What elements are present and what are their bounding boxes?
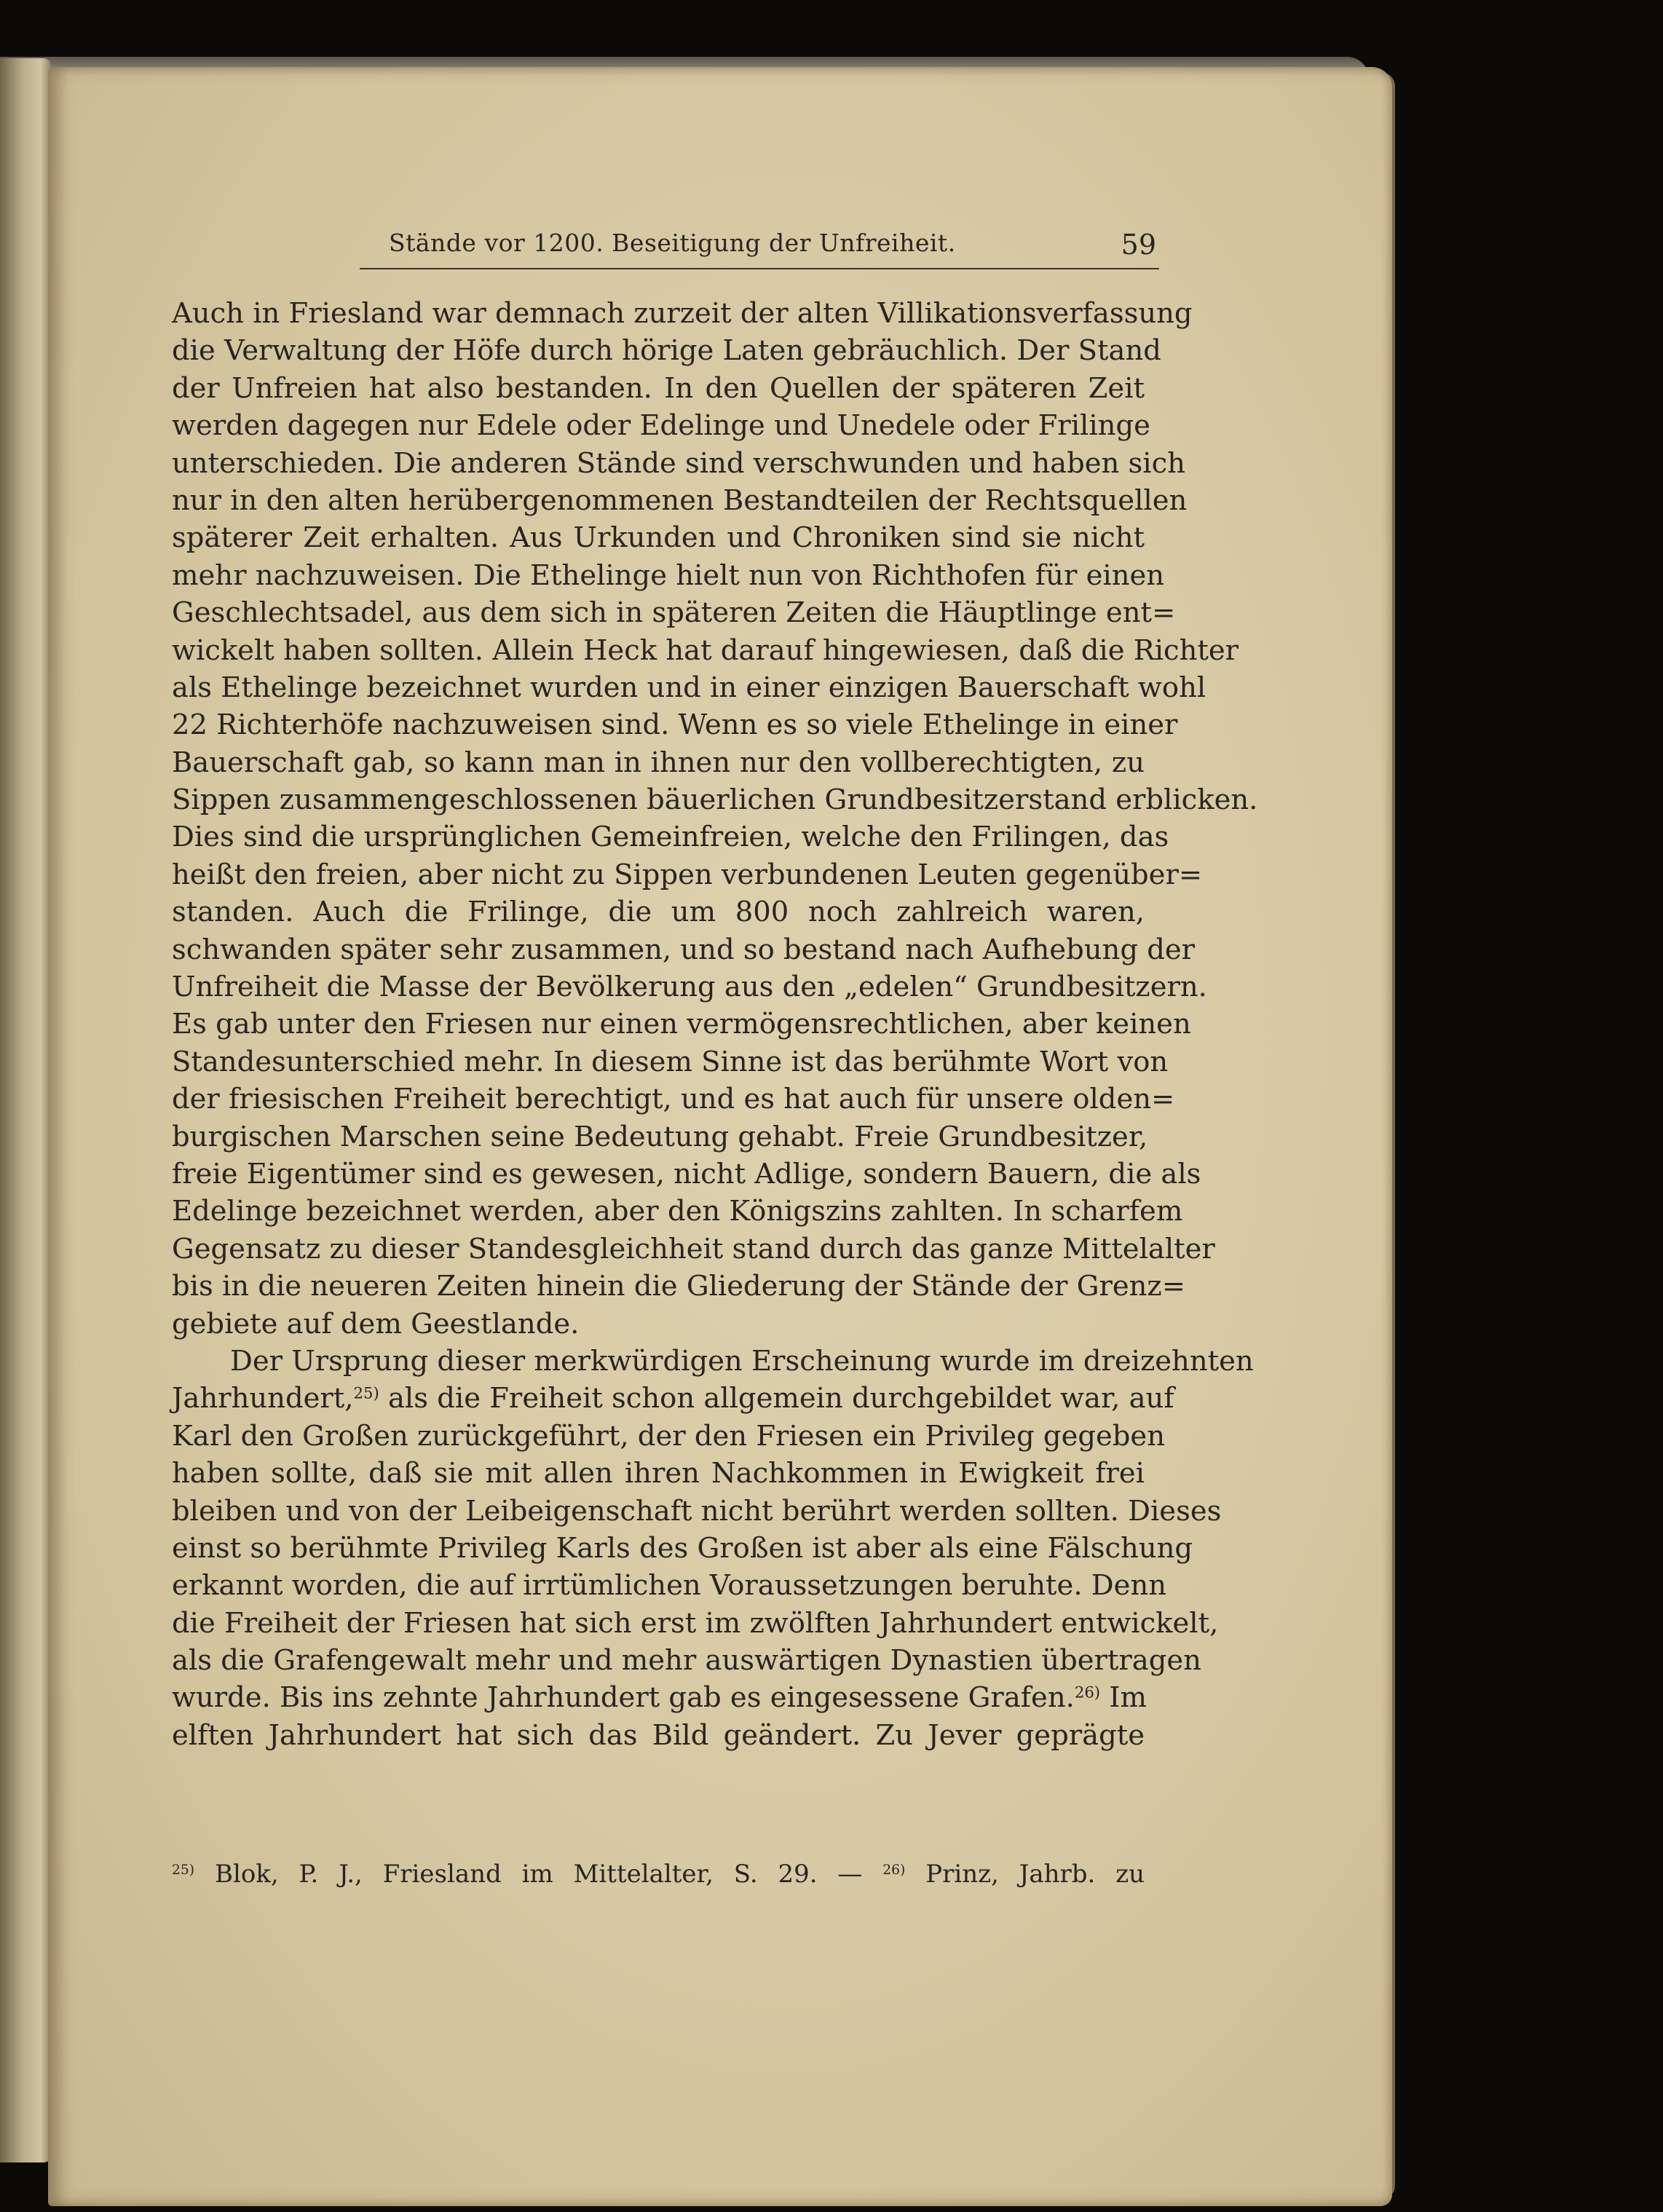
text-line: Dies sind die ursprünglichen Gemeinfreien, welche den Frilingen, das [172, 821, 1169, 854]
text-line: der Unfreien hat also bestanden. In den Quellen der späteren Zeit [172, 371, 1145, 405]
text-line: als Ethelinge bezeichnet wurden und in einer einzigen Bauerschaft wohl [172, 671, 1206, 704]
text-line: die Verwaltung der Höfe durch hörige Laten gebräuchlich. Der Stand [172, 334, 1161, 368]
footnote-mark-26: 26) [882, 1862, 906, 1878]
text-line: Gegensatz zu dieser Standesgleichheit stand durch das ganze Mittelalter [172, 1232, 1215, 1265]
text-line: Sippen zusammengeschlossenen bäuerlichen Grundbesitzerstand erblicken. [172, 783, 1258, 817]
text-fragment: Jahrhundert, [172, 1382, 354, 1415]
text-line: standen. Auch die Frilinge, die um 800 noch zahlreich waren, [172, 896, 1145, 929]
text-line: 22 Richterhöfe nachzuweisen sind. Wenn es so viele Ethelinge in einer [172, 708, 1178, 742]
text-line: bis in die neueren Zeiten hinein die Gliederung der Stände der Grenz= [172, 1270, 1185, 1303]
text-line: Standesunterschied mehr. In diesem Sinne ist das berühmte Wort von [172, 1045, 1169, 1078]
text-line: die Freiheit der Friesen hat sich erst im zwölften Jahrhundert entwickelt, [172, 1606, 1219, 1640]
text-line: Unfreiheit die Masse der Bevölkerung aus den „edelen“ Grundbesitzern. [172, 971, 1207, 1004]
text-line: als die Grafengewalt mehr und mehr auswärtigen Dynastien übertragen [172, 1644, 1201, 1678]
body-text [172, 295, 1258, 1754]
running-head: Stände vor 1200. Beseitigung der Unfreiheit. [389, 229, 956, 257]
footnote-mark-25: 25) [172, 1862, 195, 1878]
footnote-25-text: Blok, P. J., Friesland im Mittelalter, S. 29. — [214, 1860, 863, 1889]
text-line: haben sollte, daß sie mit allen ihren Nachkommen in Ewigkeit frei [172, 1457, 1145, 1490]
text-line: Der Ursprung dieser merkwürdigen Erscheinung wurde im dreizehnten [230, 1344, 1254, 1378]
text-line: nur in den alten herübergenommenen Bestandteilen der Rechtsquellen [172, 483, 1188, 517]
text-line: späterer Zeit erhalten. Aus Urkunden und Chroniken sind sie nicht [172, 521, 1145, 555]
footnote-26-text: Prinz, Jahrb. zu [925, 1860, 1145, 1889]
text-line: Karl den Großen zurückgeführt, der den Friesen ein Privileg gegeben [172, 1419, 1166, 1453]
text-line: heißt den freien, aber nicht zu Sippen verbundenen Leuten gegenüber= [172, 858, 1203, 891]
footnotes [172, 1858, 1145, 1890]
text-fragment: als die Freiheit schon allgemein durchgebildet war, auf [387, 1382, 1174, 1415]
text-line: gebiete auf dem Geestlande. [172, 1307, 580, 1340]
text-line: bleiben und von der Leibeigenschaft nicht berührt werden sollten. Dieses [172, 1494, 1222, 1528]
text-line: Es gab unter den Friesen nur einen vermögensrechtlichen, aber keinen [172, 1008, 1191, 1041]
previous-page-edge [0, 58, 51, 2162]
page-header [360, 224, 1159, 269]
text-line: Geschlechtsadel, aus dem sich in späteren Zeiten die Häuptlinge ent= [172, 596, 1176, 630]
text-line: freie Eigentümer sind es gewesen, nicht Adlige, sondern Bauern, die als [172, 1157, 1201, 1190]
text-line: unterschieden. Die anderen Stände sind verschwunden und haben sich [172, 446, 1185, 480]
text-line: werden dagegen nur Edele oder Edelinge und Unedele oder Frilinge [172, 409, 1150, 443]
text-line: mehr nachzuweisen. Die Ethelinge hielt nun von Richthofen für einen [172, 558, 1165, 592]
text-line: erkannt worden, die auf irrtümlichen Voraussetzungen beruhte. Denn [172, 1569, 1167, 1603]
footnote-ref-26: 26) [1074, 1683, 1101, 1702]
text-line: elften Jahrhundert hat sich das Bild geändert. Zu Jever geprägte [172, 1718, 1145, 1752]
text-line: wickelt haben sollten. Allein Heck hat darauf hingewiesen, daß die Richter [172, 633, 1239, 667]
text-fragment: Im [1109, 1681, 1147, 1715]
text-line: burgischen Marschen seine Bedeutung gehabt. Freie Grundbesitzer, [172, 1120, 1148, 1153]
text-line: Bauerschaft gab, so kann man in ihnen nur den vollberechtigten, zu [172, 746, 1145, 779]
text-line: Auch in Friesland war demnach zurzeit der alten Villikationsverfassung [172, 297, 1193, 330]
footnote-ref-25: 25) [353, 1383, 379, 1402]
text-line-with-note [172, 1380, 1174, 1417]
text-line-with-note [172, 1679, 1145, 1716]
text-line: einst so berühmte Privileg Karls des Großen ist aber als eine Fälschung [172, 1531, 1193, 1565]
text-line: schwanden später sehr zusammen, und so bestand nach Aufhebung der [172, 933, 1196, 966]
text-line: Edelinge bezeichnet werden, aber den Königszins zahlten. In scharfem [172, 1195, 1183, 1228]
text-line: der friesischen Freiheit berechtigt, und es hat auch für unsere olden= [172, 1083, 1175, 1116]
text-fragment: wurde. Bis ins zehnte Jahrhundert gab es eingesessene Grafen. [172, 1681, 1075, 1715]
page-number: 59 [1121, 229, 1156, 261]
